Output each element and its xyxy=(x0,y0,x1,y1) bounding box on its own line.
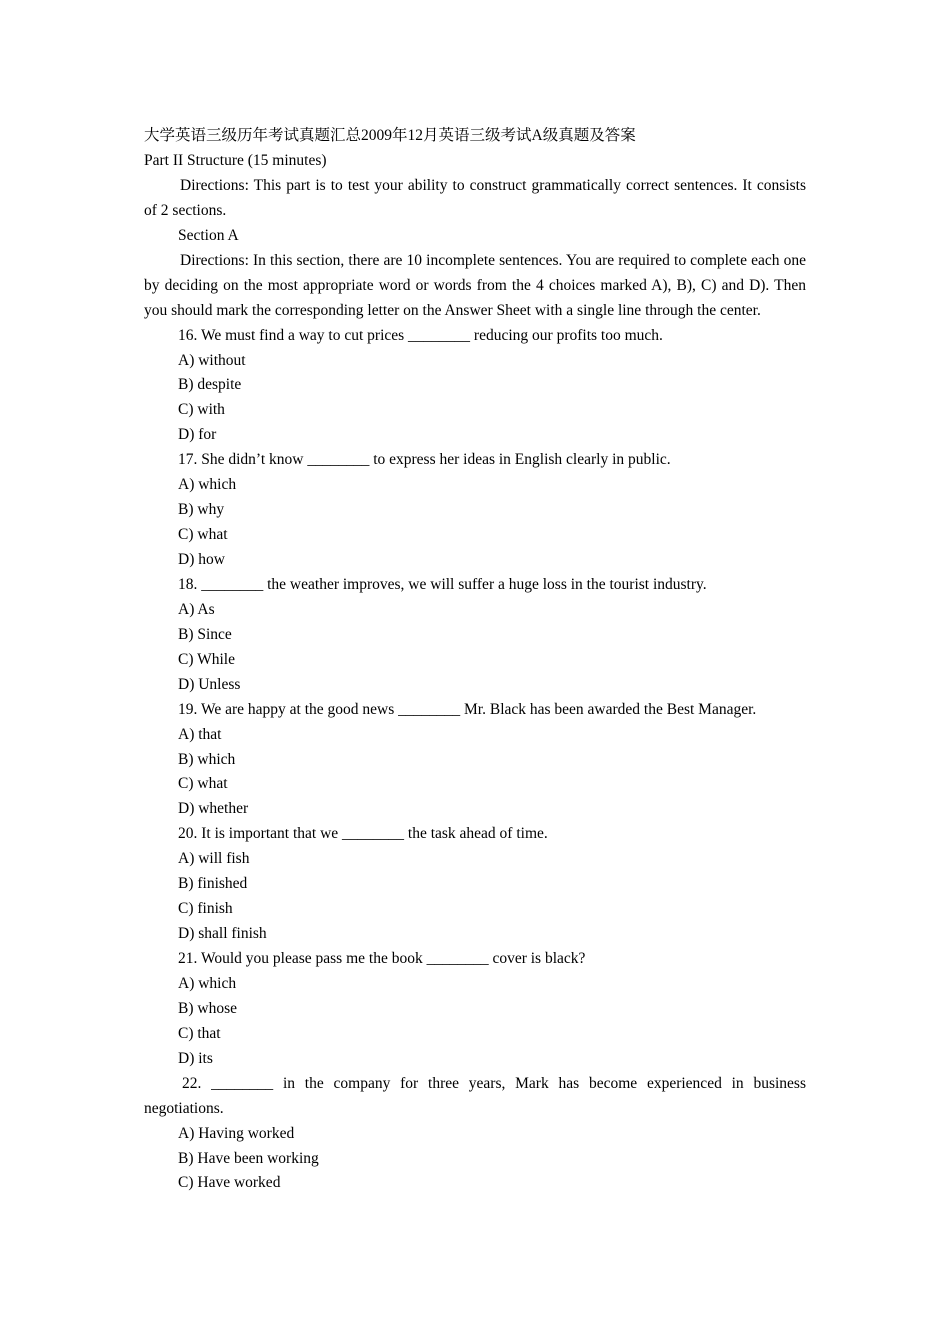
option: A) Having worked xyxy=(178,1124,295,1142)
option: D) how xyxy=(178,551,225,569)
option: D) its xyxy=(178,1049,213,1067)
option: B) whose xyxy=(178,999,237,1017)
question-stem: 16. We must find a way to cut prices ________ reducing our profits too much. xyxy=(178,326,663,344)
option: C) While xyxy=(178,650,235,668)
option: A) which xyxy=(178,974,237,992)
directions-section: Directions: In this section, there are 10 incomplete sentences. You are required to complete each one by deciding on the most appropriate word or words from the 4 choices marked A), B), C) and D). Then you should mark the corresponding letter on the Answer Sheet with a single line through the center. xyxy=(144,251,806,319)
option: C) what xyxy=(178,526,228,544)
option: B) despite xyxy=(178,376,242,394)
document-body xyxy=(144,124,806,1196)
option: B) Have been working xyxy=(178,1149,319,1167)
question-stem: 21. Would you please pass me the book ________ cover is black? xyxy=(178,950,586,968)
option: D) for xyxy=(178,426,217,444)
question-stem: 17. She didn’t know ________ to express her ideas in English clearly in public. xyxy=(178,451,671,469)
question-stem: 20. It is important that we ________ the task ahead of time. xyxy=(178,825,548,843)
option: C) that xyxy=(178,1024,221,1042)
directions-main: Directions: This part is to test your ability to construct grammatically correct sentences. It consists of 2 sections. xyxy=(144,176,806,219)
option: A) will fish xyxy=(178,850,250,868)
option: D) whether xyxy=(178,800,249,818)
option: A) that xyxy=(178,725,222,743)
option: D) shall finish xyxy=(178,925,267,943)
option: B) why xyxy=(178,501,225,519)
option: B) Since xyxy=(178,625,232,643)
option: A) As xyxy=(178,600,215,618)
option: A) without xyxy=(178,351,246,369)
option: B) finished xyxy=(178,875,248,893)
option: C) Have worked xyxy=(178,1174,281,1192)
question-stem: 18. ________ the weather improves, we will suffer a huge loss in the tourist industry. xyxy=(178,575,707,593)
option: C) with xyxy=(178,401,225,419)
option: A) which xyxy=(178,476,237,494)
question-stem: 19. We are happy at the good news ________ Mr. Black has been awarded the Best Manager. xyxy=(178,700,757,718)
option: C) finish xyxy=(178,900,233,918)
part-heading: Part II Structure (15 minutes) xyxy=(144,151,327,169)
option: C) what xyxy=(178,775,228,793)
document-title: 大学英语三级历年考试真题汇总2009年12月英语三级考试A级真题及答案 xyxy=(144,127,636,144)
section-heading: Section A xyxy=(178,226,239,244)
option: B) which xyxy=(178,750,236,768)
question-stem: 22. ________ in the company for three years, Mark has become experienced in business negotiations. xyxy=(144,1074,806,1117)
option: D) Unless xyxy=(178,675,241,693)
